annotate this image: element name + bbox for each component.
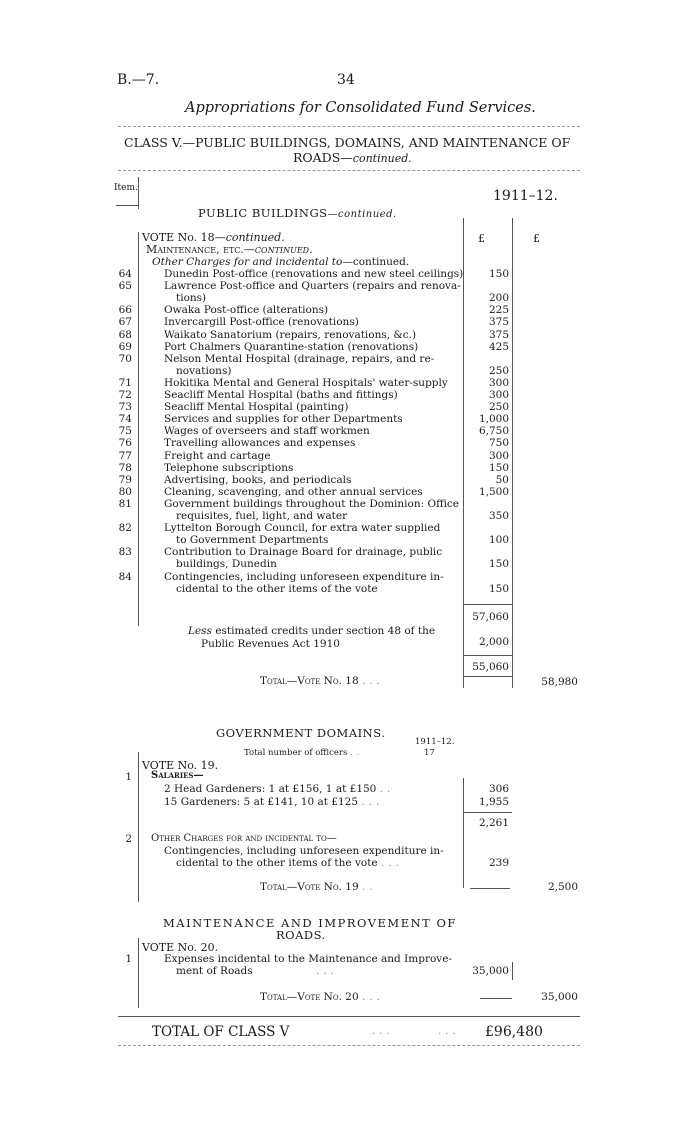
- class-heading: CLASS V.—PUBLIC BUILDINGS, DOMAINS, AND MAINTENANCE OF: [124, 135, 571, 150]
- item-description: Telephone subscriptions: [164, 461, 294, 474]
- grand-total-label: TOTAL OF CLASS V: [152, 1024, 290, 1040]
- divider: [118, 170, 580, 171]
- item-column-rule: [138, 752, 139, 902]
- item-number: 75: [118, 425, 132, 438]
- vote-20-heading: VOTE No. 20.: [142, 941, 219, 954]
- item-number: 81: [118, 497, 132, 510]
- total-vote-20-label: Total—Vote No. 20 ...: [260, 991, 384, 1003]
- subtotal-rule: [463, 604, 512, 605]
- item-description: Government buildings throughout the Dominion: Office: [164, 497, 460, 510]
- item-amount: 375: [488, 328, 509, 341]
- item-number: 72: [118, 389, 132, 401]
- divider: [118, 126, 580, 127]
- item-description-cont: requisites, fuel, light, and water: [176, 510, 348, 522]
- item-amount: 1,000: [478, 413, 509, 426]
- item-number: 71: [118, 376, 132, 389]
- salary-amount: 1,955: [478, 796, 509, 808]
- total-vote-20-amount: 35,000: [541, 991, 578, 1003]
- item-amount: 50: [495, 473, 509, 486]
- item-number: 65: [118, 280, 132, 293]
- item-description-cont: buildings, Dunedin: [176, 558, 277, 571]
- item-column-rule: [138, 177, 139, 209]
- grand-total-rule: [118, 1016, 580, 1017]
- item-amount: 375: [488, 316, 509, 329]
- item-number: 78: [118, 461, 132, 474]
- item-description: Waikato Sanatorium (repairs, renovations, &c.): [164, 328, 417, 341]
- item-description: Lyttelton Borough Council, for extra water supplied: [164, 522, 441, 535]
- salary-amount: 306: [488, 783, 509, 795]
- item-number: 84: [118, 570, 132, 583]
- section-heading-government-domains: GOVERNMENT DOMAINS.: [216, 726, 386, 740]
- item-amount: 100: [488, 534, 509, 547]
- roads-expenses-amount: 35,000: [472, 965, 509, 977]
- item-number: 67: [118, 316, 132, 329]
- item-number: 2: [125, 833, 132, 845]
- section-heading-public-buildings: PUBLIC BUILDINGS—continued.: [198, 206, 397, 220]
- item-amount: 250: [488, 364, 509, 377]
- item-description: Wages of overseers and staff workmen: [164, 425, 370, 438]
- salaries-heading: Salaries—: [151, 770, 204, 781]
- contingencies-line-2: cidental to the other items of the vote ...: [176, 857, 403, 869]
- section-heading-roads: MAINTENANCE AND IMPROVEMENT OF: [163, 916, 457, 930]
- item-description-cont: cidental to the other items of the vote: [176, 582, 378, 595]
- other-charges-heading: Other Charges for and incidental to—continued.: [152, 256, 410, 268]
- item-description: Nelson Mental Hospital (drainage, repairs, and re-: [164, 352, 435, 365]
- total-column-rule: [512, 218, 513, 688]
- vote-18-heading: VOTE No. 18—continued.: [142, 231, 285, 244]
- total-vote-18-amount: 58,980: [541, 676, 578, 688]
- vote-19-rule: [470, 888, 510, 889]
- other-charges-heading: Other Charges for and incidental to—: [151, 833, 337, 844]
- pound-sign: £: [533, 232, 540, 245]
- item-amount: 150: [488, 582, 509, 595]
- item-description: Cleaning, scavenging, and other annual services: [164, 485, 423, 498]
- item-description: Invercargill Post-office (renovations): [164, 316, 359, 329]
- page-title: Appropriations for Consolidated Fund Services.: [185, 100, 536, 116]
- item-number: 73: [118, 401, 132, 414]
- item-number: 70: [118, 352, 132, 365]
- item-description: Travelling allowances and expenses: [164, 437, 356, 450]
- item-number: 74: [118, 413, 132, 426]
- item-description-cont: novations): [176, 364, 232, 377]
- item-number: 66: [118, 304, 132, 317]
- item-number: 83: [118, 546, 132, 559]
- item-description: Lawrence Post-office and Quarters (repairs and renova-: [164, 280, 461, 293]
- item-description: Freight and cartage: [164, 449, 271, 462]
- amount-column-rule: [463, 778, 464, 888]
- item-description: Port Chalmers Quarantine-station (renovations): [164, 340, 419, 353]
- item-number: 76: [118, 437, 132, 450]
- year-column-header: 1911–12.: [493, 188, 558, 204]
- report-reference: B.—7.: [117, 72, 160, 88]
- section-heading-roads-2: ROADS.: [276, 928, 326, 942]
- item-amount: 250: [488, 401, 509, 414]
- divider: [118, 1045, 580, 1046]
- class-heading-line2: ROADS—continued.: [293, 150, 412, 165]
- item-description: Contingencies, including unforeseen expenditure in-: [164, 570, 444, 583]
- item-column-rule: [138, 232, 139, 626]
- item-description: Hokitika Mental and General Hospitals' water-supply: [164, 376, 448, 389]
- grand-total-dots: ...: [372, 1026, 394, 1037]
- item-amount: 150: [488, 558, 509, 571]
- item-number: 64: [118, 268, 132, 280]
- maintenance-heading: Maintenance, etc.—continued.: [146, 243, 313, 256]
- total-vote-18-label: Total—Vote No. 18 ...: [260, 675, 384, 687]
- less-credits-amount: 2,000: [478, 636, 509, 648]
- roads-expenses-line-2: ment of Roads ...: [176, 965, 338, 977]
- salary-subtotal: 2,261: [478, 817, 509, 829]
- grand-total-dots: ...: [438, 1026, 460, 1037]
- item-header-rule: [116, 205, 138, 206]
- item-amount: 425: [488, 340, 509, 353]
- item-amount: 150: [488, 461, 509, 474]
- item-number: 68: [118, 328, 132, 341]
- item-number: 69: [118, 340, 132, 353]
- amount-column-rule: [512, 962, 513, 980]
- item-amount: 225: [488, 304, 509, 317]
- contingencies-line: Contingencies, including unforeseen expenditure in-: [164, 845, 444, 857]
- pound-sign: £: [478, 232, 485, 245]
- item-number: 77: [118, 449, 132, 462]
- net-under-rule: [463, 676, 512, 677]
- item-number: 1: [125, 953, 132, 965]
- total-vote-19-amount: 2,500: [547, 881, 578, 893]
- salary-line: 15 Gardeners: 5 at £141, 10 at £125 ...: [164, 796, 384, 808]
- item-amount: 350: [488, 510, 509, 522]
- item-description: Dunedin Post-office (renovations and new steel ceilings): [164, 268, 464, 280]
- salary-line: 2 Head Gardeners: 1 at £156, 1 at £150 ..: [164, 783, 395, 795]
- contingencies-amount: 239: [488, 857, 509, 869]
- salary-subtotal-rule: [463, 812, 512, 813]
- item-amount: 300: [488, 376, 509, 389]
- officers-label: Total number of officers ..: [244, 748, 364, 758]
- grand-total-amount: £96,480: [485, 1024, 543, 1040]
- officers-year: 1911–12.: [415, 737, 455, 747]
- item-column-header: Item.: [114, 183, 138, 193]
- item-description: Seacliff Mental Hospital (baths and fittings): [164, 389, 398, 401]
- less-credits-label-2: Public Revenues Act 1910: [201, 638, 340, 650]
- item-description-cont: to Government Departments: [176, 534, 329, 547]
- item-description: Seacliff Mental Hospital (painting): [164, 401, 349, 414]
- less-credits-label: Less estimated credits under section 48 of the: [188, 625, 436, 637]
- net-rule: [463, 655, 512, 656]
- vote-20-rule: [480, 998, 512, 999]
- item-description-cont: tions): [176, 292, 207, 305]
- item-column-rule: [138, 938, 139, 1008]
- page-number: 34: [337, 72, 355, 88]
- item-description: Owaka Post-office (alterations): [164, 304, 329, 317]
- officers-count: 17: [424, 748, 435, 758]
- item-amount: 1,500: [478, 485, 509, 498]
- item-number: 82: [118, 522, 132, 535]
- item-amount: 200: [488, 292, 509, 305]
- item-number: 1: [125, 771, 132, 783]
- item-amount: 150: [488, 268, 509, 280]
- item-description: Advertising, books, and periodicals: [164, 473, 352, 486]
- item-number: 79: [118, 473, 132, 486]
- item-amount: 300: [488, 449, 509, 462]
- item-description: Contribution to Drainage Board for drainage, public: [164, 546, 443, 559]
- roads-expenses-line: Expenses incidental to the Maintenance and Improve-: [164, 953, 452, 965]
- item-amount: 300: [488, 389, 509, 401]
- subtotal-amount: 57,060: [472, 611, 509, 623]
- total-vote-19-label: Total—Vote No. 19 ..: [260, 881, 377, 893]
- net-amount: 55,060: [472, 661, 509, 673]
- item-description: Services and supplies for other Departments: [164, 413, 403, 426]
- vote-19-heading: VOTE No. 19.: [142, 759, 219, 772]
- item-amount: 750: [488, 437, 509, 450]
- item-number: 80: [118, 485, 132, 498]
- item-amount: 6,750: [478, 425, 509, 438]
